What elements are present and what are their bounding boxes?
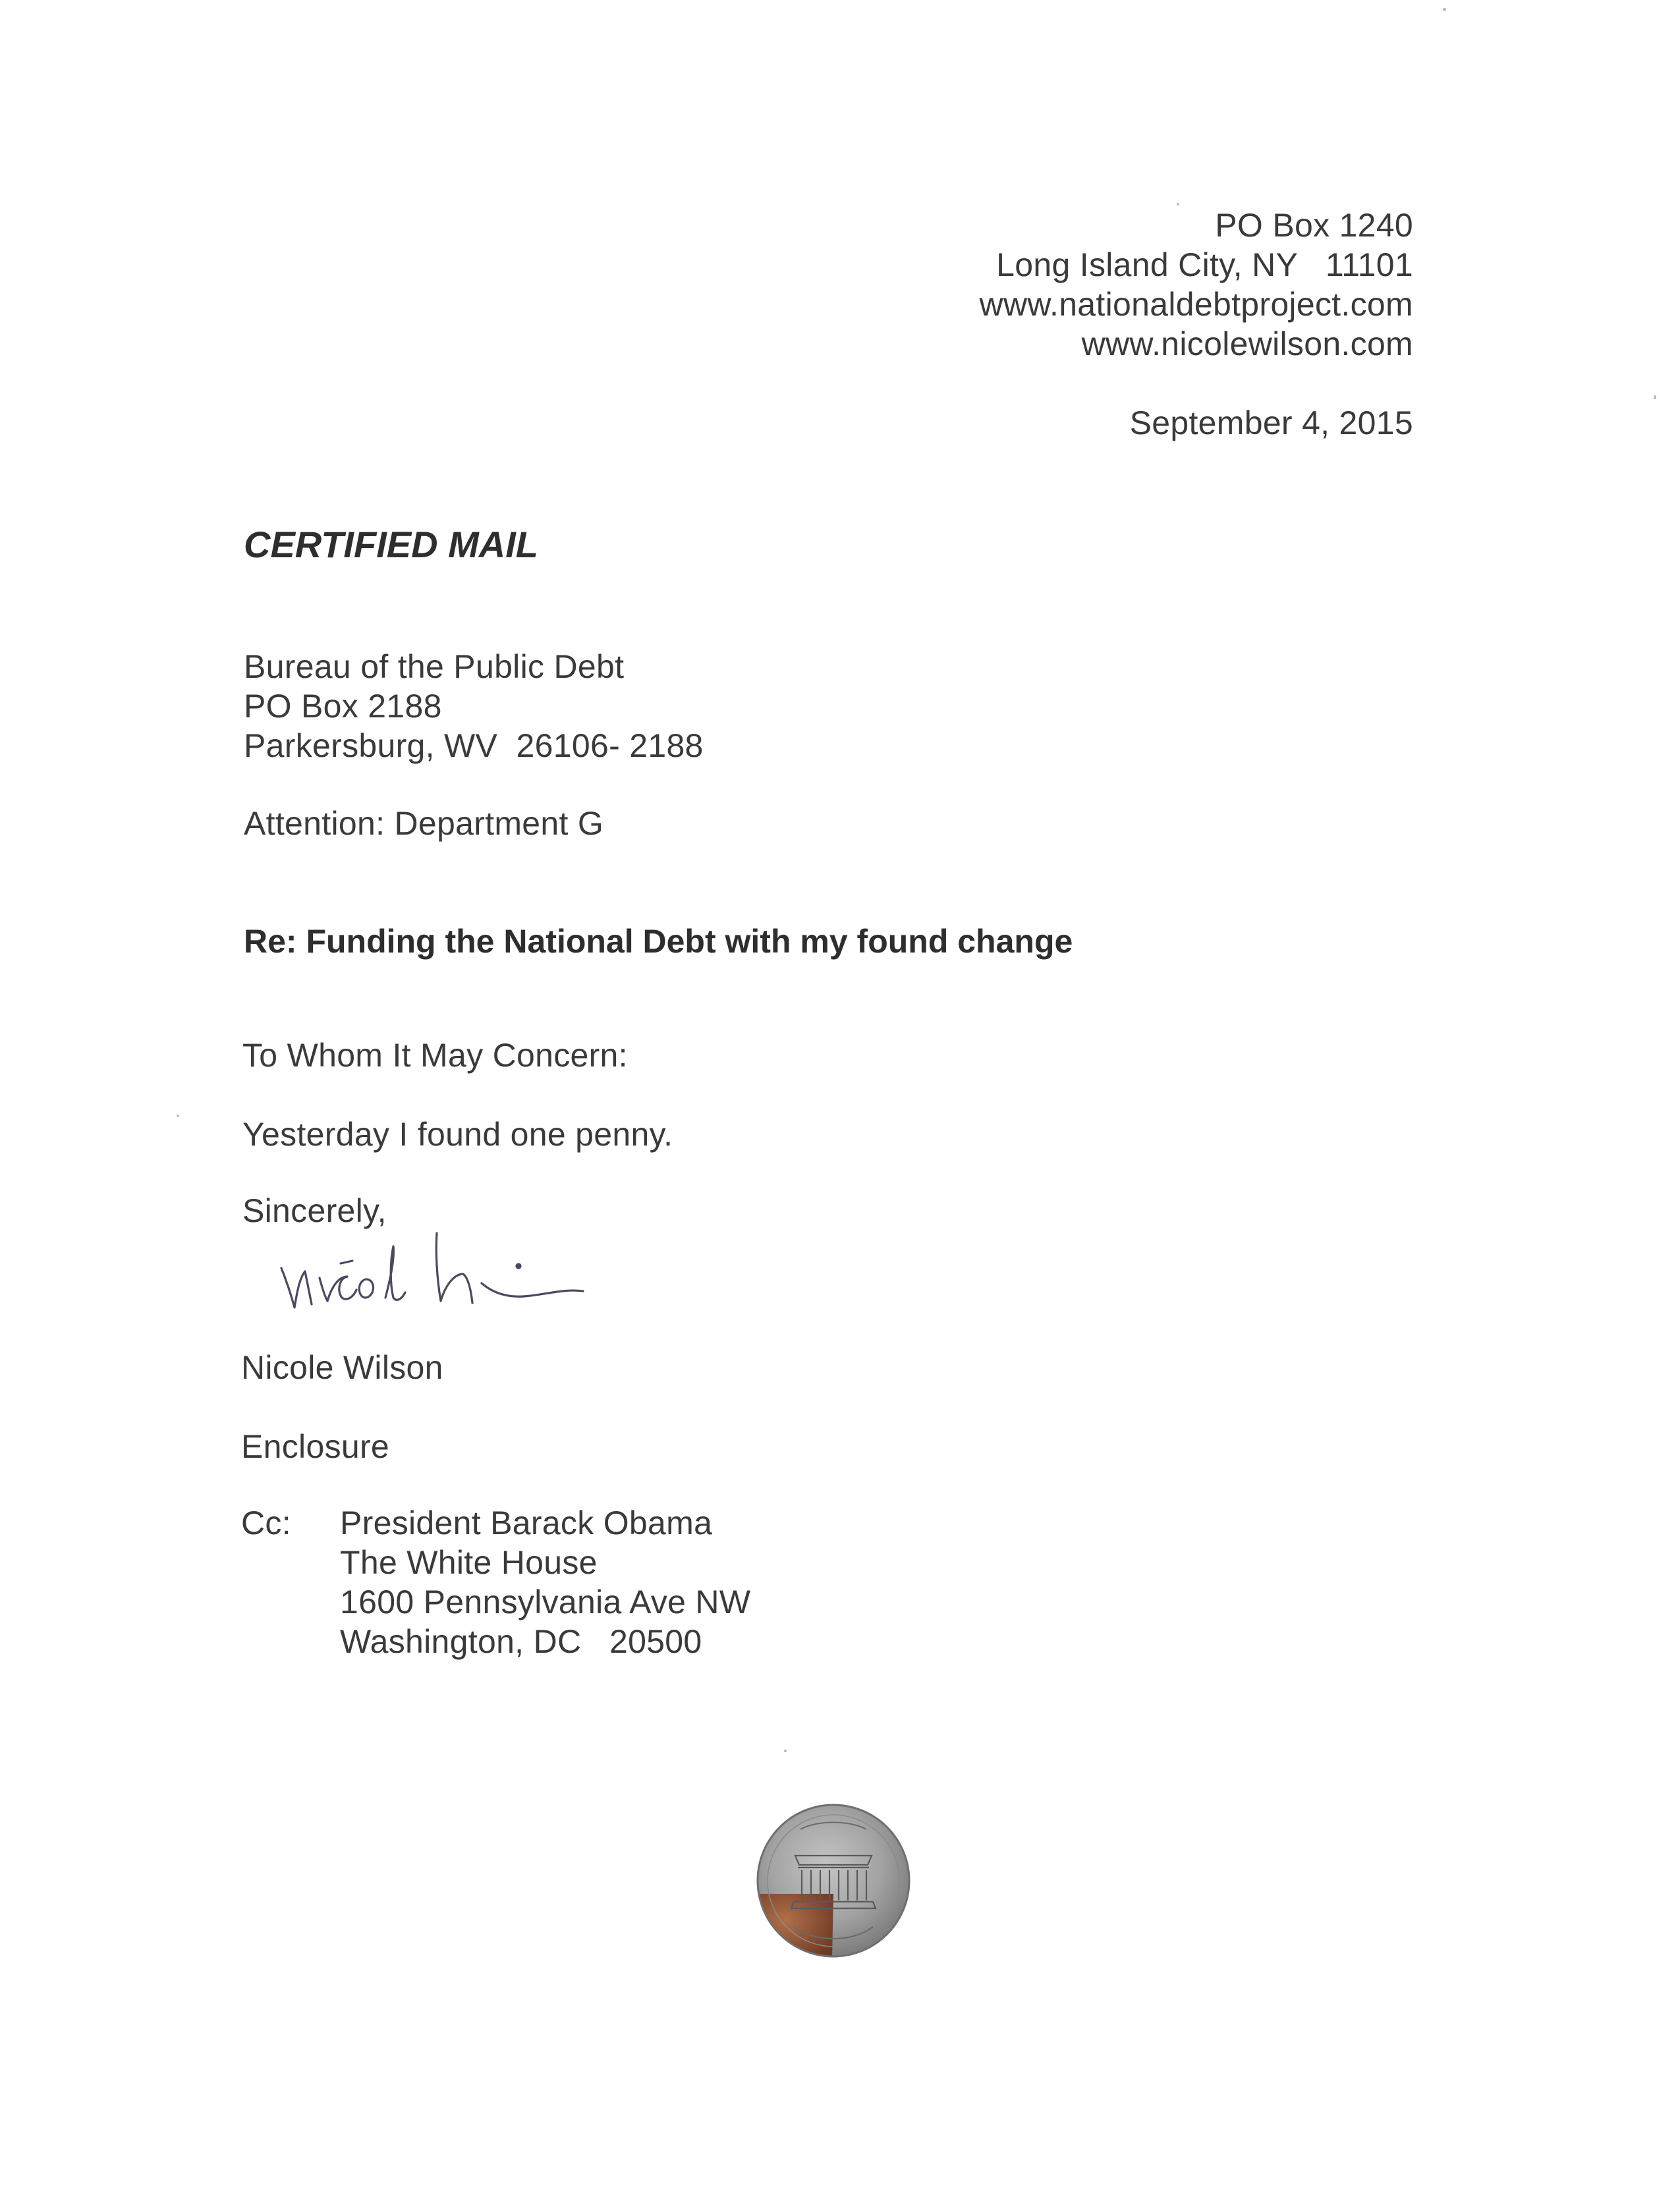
cc-recipient-line: Washington, DC 20500 (340, 1623, 702, 1660)
sender-address-line: Long Island City, NY 11101 (996, 246, 1413, 283)
recipient-address (244, 647, 704, 765)
subject-line: Re: Funding the National Debt with my found change (244, 923, 1073, 960)
sender-website-link: www.nicolewilson.com (1081, 325, 1413, 362)
salutation: To Whom It May Concern: (242, 1037, 628, 1074)
scan-speck (1177, 203, 1179, 206)
recipient-address-line: PO Box 2188 (244, 688, 442, 725)
penny-image (754, 1802, 912, 1960)
scan-speck (177, 1115, 179, 1117)
cc-recipient-line: President Barack Obama (340, 1505, 713, 1541)
mailing-method: CERTIFIED MAIL (244, 524, 538, 565)
scan-speck (784, 1750, 787, 1752)
sender-address-line: PO Box 1240 (1215, 207, 1413, 244)
cc-recipient-line: The White House (340, 1544, 598, 1581)
body-paragraph: Yesterday I found one penny. (242, 1116, 673, 1153)
cc-label: Cc: (241, 1505, 291, 1541)
letter-date: September 4, 2015 (1129, 404, 1413, 441)
scan-speck (1443, 8, 1446, 11)
attention-line: Attention: Department G (244, 805, 604, 842)
signer-name: Nicole Wilson (241, 1349, 443, 1386)
closing: Sincerely, (242, 1192, 387, 1229)
cc-recipient (340, 1503, 750, 1661)
scan-speck (1654, 395, 1656, 399)
handwritten-signature (273, 1205, 642, 1331)
sender-website-link: www.nationaldebtproject.com (979, 286, 1413, 323)
cc-recipient-line: 1600 Pennsylvania Ave NW (340, 1584, 751, 1620)
enclosure-note: Enclosure (241, 1428, 390, 1465)
recipient-address-line: Bureau of the Public Debt (244, 648, 625, 685)
sender-address (980, 206, 1413, 364)
recipient-address-line: Parkersburg, WV 26106- 2188 (244, 727, 704, 764)
